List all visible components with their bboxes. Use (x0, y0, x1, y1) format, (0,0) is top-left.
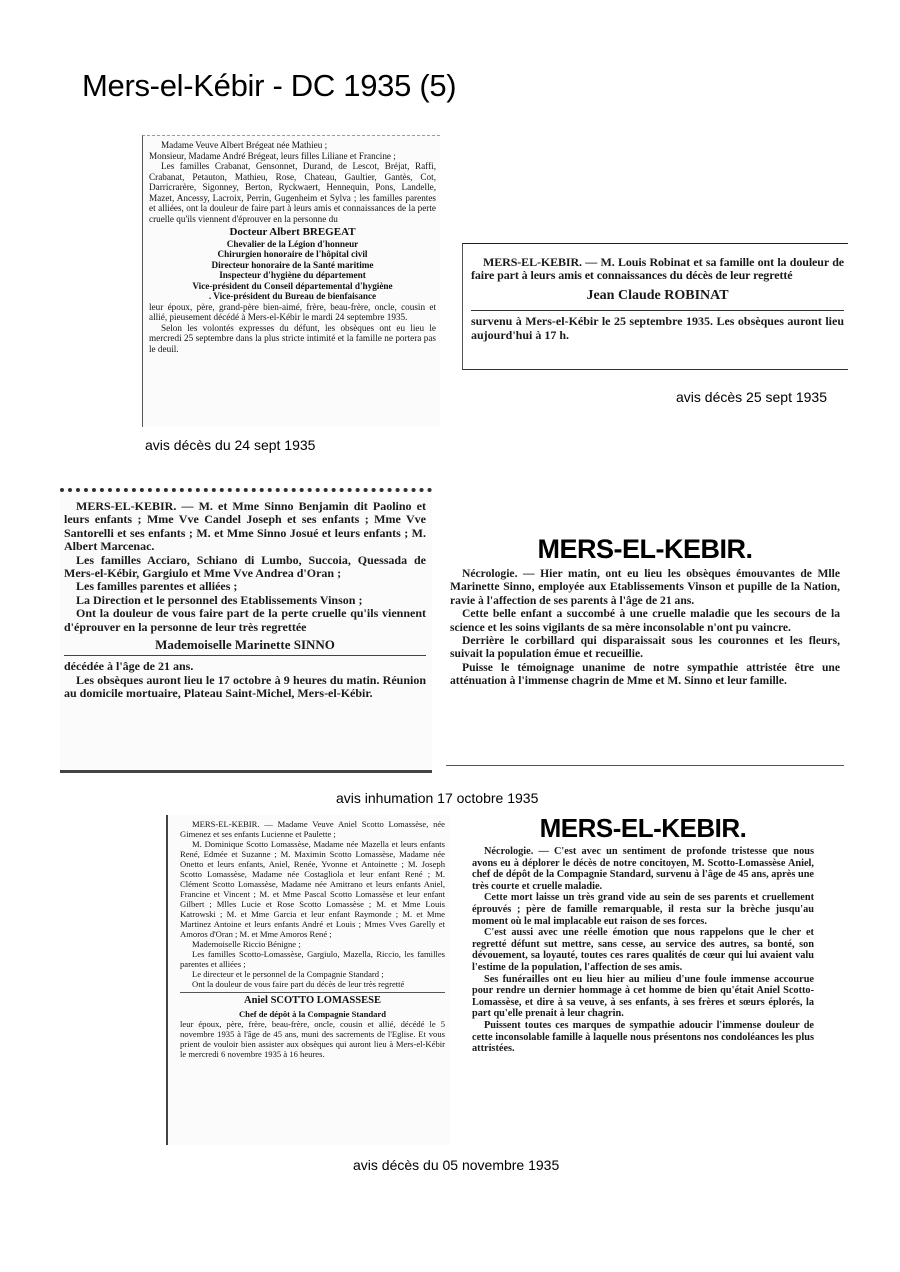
scotto-necro-p2: Cette mort laisse un très grand vide au sein de ses parents et cruellement éprouvés ; père de famille remarquable, il resta sur la brèche jusqu'au moment où le mal implacable eut raison de ses forces. (472, 892, 814, 927)
sinno-necro-p2: Cette belle enfant a succombé à une cruelle maladie que les secours de la science et les soins vigilants de sa mère inconsolable n'ont pu vaincre. (450, 607, 840, 634)
bregeat-closing-1: leur époux, père, grand-père bien-aimé, frère, beau-frère, oncle, cousin et allié, pieusement décédé à Mers-el-Kébir le mardi 24 septembre 1935. (149, 301, 436, 322)
bregeat-title-2: Chirurgien honoraire de l'hôpital civil (217, 249, 368, 259)
sinno-avis-text-7: Les obsèques auront lieu le 17 octobre à 9 heures du matin. Réunion au domicile mortuaire, Plateau Saint-Michel, Mers-el-Kébir. (64, 672, 426, 701)
scotto-avis-p4: Les familles Scotto-Lomassèse, Gargiulo, Mazella, Riccio, les familles parentes et alliées ; (180, 949, 445, 969)
bregeat-closing-2: Selon les volontés expresses du défunt, les obsèques ont eu lieu le mercredi 25 septembre dans la plus stricte intimité et la famille ne portera pas le deuil. (149, 322, 436, 354)
caption-scotto: avis décès du 05 novembre 1935 (353, 1157, 560, 1173)
sinno-avis-text-5: Ont la douleur de vous faire part de la perte cruelle qu'ils viennent d'éprouver en la personne de leur très regrettée (64, 606, 426, 634)
clipping-sinno-avis (60, 488, 432, 773)
robinat-text-1: MERS-EL-KEBIR. — M. Louis Robinat et sa famille ont la douleur de faire part à leurs amis et connaissances du décès de leur regretté (471, 255, 844, 283)
sinno-avis-text-2: Les familles Acciaro, Schiano di Lumbo, Succoia, Quessada de Mers-el-Kébir, Gargiulo et Mme Vve Andrea d'Oran ; (64, 552, 426, 581)
scotto-necro-heading: MERS-EL-KEBIR. (539, 813, 747, 843)
scotto-avis-p8: leur époux, père, frère, beau-frère, oncle, cousin et allié, décédé le 5 novembre 1935 à l'âge de 45 ans, muni des sacrements de l'Eglise. Et vous prient de vouloir bien assister aux obsèques qui auront lieu à Mers-el-Kébir le mercredi 6 novembre 1935 à 16 heures. (180, 1019, 445, 1059)
caption-sinno: avis inhumation 17 octobre 1935 (336, 790, 539, 806)
sinno-avis-text-4: La Direction et le personnel des Etablissements Vinson ; (76, 592, 363, 607)
sinno-avis-text-1: MERS-EL-KEBIR. — M. et Mme Sinno Benjamin dit Paolino et leurs enfants ; Mme Vve Candel Joseph et ses enfants ; Mme Vve Santorelli et ses enfants ; M. et Mme Sinno Josué et leurs enfants ; M. Albert Marcenac. (64, 499, 426, 554)
scotto-avis-p2: M. Dominique Scotto Lomassèse, Madame née Mazella et leurs enfants René, Edmée et Suzanne ; M. Maximin Scotto Lomassèse, Madame née Onetto et leurs enfants, Aniel, Renée, Yvonne et Antoinette ; M. Joseph Scotto Lomassèse, Madame née Costagliola et leur enfant René ; M. Clément Scotto Lomassèse, Madame née Amitrano et leurs enfants Aniel, Francine et Vincent ; M. et Mme Pascal Scotto Lomassèse et leur enfant Gilbert ; Mlles Lucie et Rose Scotto Lomassèse ; M. et Mme Louis Katrowski ; M. et Mme Garcia et leur enfant Raymonde ; M. et Mme Martinez Antoine et leurs enfants André et Louis ; Mmes Vves Garelly et Amoros d'Oran ; M. et Mme Amoros René ; (180, 839, 445, 939)
clipping-robinat (462, 243, 848, 370)
bregeat-title-3: Directeur honoraire de la Santé maritime (211, 259, 374, 270)
scotto-avis-p1: MERS-EL-KEBIR. — Madame Veuve Aniel Scotto Lomassèse, née Gimenez et ses enfants Lucienne et Paulette ; (180, 819, 445, 839)
sinno-avis-name: Mademoiselle Marinette SINNO (64, 638, 426, 656)
scotto-necro-p1: Nécrologie. — C'est avec un sentiment de profonde tristesse que nous avons eu à déplorer le décès de notre concitoyen, M. Scotto-Lomassèse Aniel, chef de dépôt de la Compagnie Standard, survenu à l'âge de 45 ans, après une très courte et cruelle maladie. (472, 846, 814, 892)
bregeat-line-2: Monsieur, Madame André Brégeat, leurs filles Liliane et Francine ; (149, 150, 396, 161)
scotto-avis-p3: Mademoiselle Riccio Bénigne ; (192, 939, 301, 949)
sinno-necro-p3: Derrière le corbillard qui disparaissait sous les couronnes et les fleurs, suivait la population émue et recueillie. (450, 634, 840, 661)
bregeat-line-1: Madame Veuve Albert Brégeat née Mathieu ; (161, 140, 328, 150)
robinat-text-2: survenu à Mers-el-Kébir le 25 septembre 1935. Les obsèques auront lieu aujourd'hui à 17 h. (471, 310, 844, 342)
bregeat-title-5: Vice-président du Conseil départemental d'hygiène (192, 280, 393, 291)
bregeat-title-6: . Vice-président du Bureau de bienfaisance (208, 291, 377, 301)
sinno-necro-p1: Nécrologie. — Hier matin, ont eu lieu les obsèques émouvantes de Mlle Marinette Sinno, employée aux Etablissements Vinson et pupille de la Nation, ravie à l'affection de ses parents à l'âge de 21 ans. (450, 567, 840, 607)
clipping-bregeat (142, 135, 440, 427)
robinat-name: Jean Claude ROBINAT (586, 287, 729, 303)
bregeat-title-4: Inspecteur d'hygiène du département (219, 270, 366, 280)
scotto-avis-name: Aniel SCOTTO LOMASSESE (180, 992, 445, 1006)
caption-robinat: avis décès 25 sept 1935 (676, 389, 827, 405)
sinno-avis-text-3: Les familles parentes et alliées ; (76, 579, 238, 594)
sinno-avis-text-6: décédée à l'âge de 21 ans. (64, 659, 194, 674)
bregeat-line-3: Les familles Crabanat, Gensonnet, Durand, de Lescot, Bréjat, Raffi, Crabanat, Petauton, Mathieu, Rose, Chateau, Gaultier, Gantès, Cot, Darricrarère, Sigonney, Berton, Ryckwaert, Hennequin, Pons, Landelle, Mazet, Ancessy, Lacroix, Perrin, Gugenheim et Sylva ; les familles parentes et alliées, ont la douleur de faire part à leurs amis et connaissances de la perte cruelle qu'ils viennent d'éprouver en la personne du (149, 161, 436, 224)
clipping-sinno-necro (446, 530, 844, 766)
scotto-avis-p5: Le directeur et le personnel de la Compagnie Standard ; (192, 969, 384, 979)
sinno-necro-heading: MERS-EL-KEBIR. (537, 534, 753, 564)
bregeat-name: Docteur Albert BREGEAT (229, 226, 356, 238)
scotto-avis-p6: Ont la douleur de vous faire part du décès de leur très regretté (192, 979, 405, 989)
page-title: Mers-el-Kébir - DC 1935 (5) (82, 68, 457, 103)
scotto-necro-p4: Ses funérailles ont eu lieu hier au milieu d'une foule immense accourue pour rendre un dernier hommage à cet homme de bien qu'était Aniel Scotto-Lomassèse, et dire à sa veuve, à ses enfants, à ses frères et sœurs éplorés, la part qu'elle prenait à leur chagrin. (472, 973, 814, 1020)
clipping-scotto-necro (468, 810, 816, 1150)
caption-bregeat: avis décès du 24 sept 1935 (145, 437, 316, 453)
bregeat-title-1: Chevalier de la Légion d'honneur (226, 238, 359, 249)
scotto-necro-p3: C'est aussi avec une réelle émotion que nous rappelons que le cher et regretté défunt sut mettre, sans cesse, au service des autres, sa bonté, son dévouement, sa loyauté, toutes ces rares qualités de cœur qui lui avaient valu l'estime de la population, l'affection de ses amis. (472, 927, 814, 973)
clipping-scotto-avis (166, 815, 450, 1145)
scotto-necro-p5: Puissent toutes ces marques de sympathie adoucir l'immense douleur de cette inconsolable famille à laquelle nous présentons nos condoléances les plus attristées. (472, 1019, 814, 1055)
scotto-avis-p7: Chef de dépôt à la Compagnie Standard (238, 1009, 387, 1019)
sinno-necro-p4: Puisse le témoignage unanime de notre sympathie attristée être une atténuation à l'immense chagrin de Mme et M. Sinno et leur famille. (450, 660, 840, 688)
